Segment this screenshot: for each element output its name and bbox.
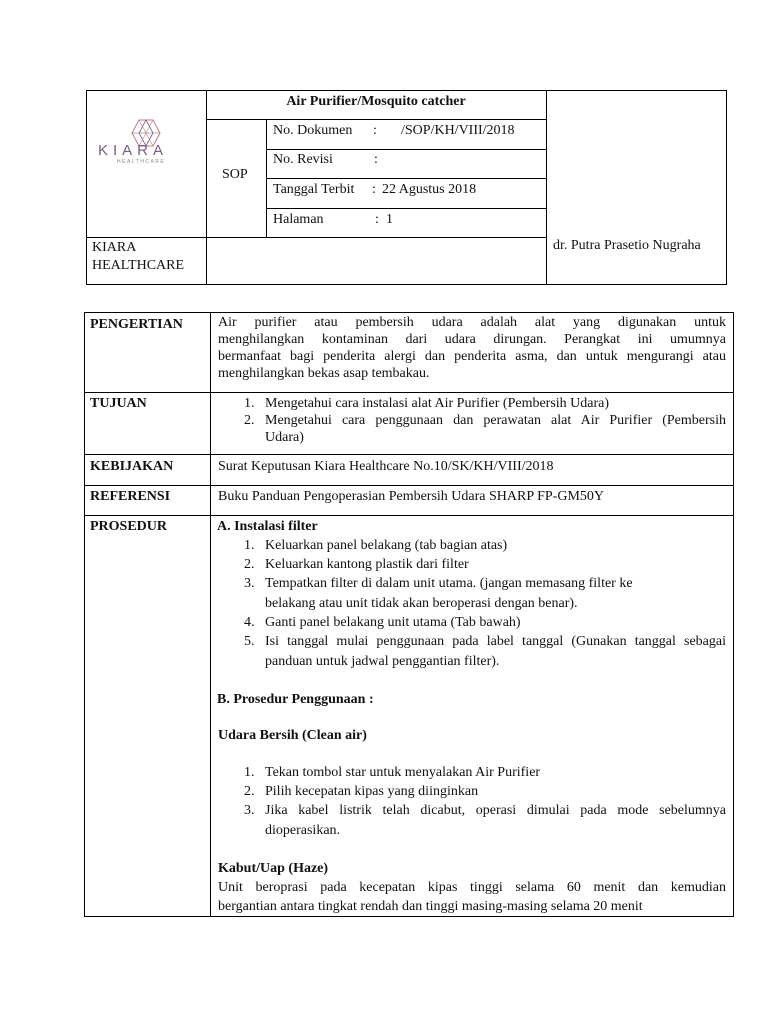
list-item: Keluarkan panel belakang (tab bagian atas) [265, 538, 508, 553]
doc-info-sep: : [375, 212, 379, 227]
list-item: belakang atau unit tidak akan beroperasi dengan benar). [265, 596, 578, 611]
doc-info-sep: : [372, 182, 376, 197]
divider [86, 237, 546, 238]
sop-label: SOP [222, 167, 248, 182]
doc-info-label: Tanggal Terbit [273, 182, 355, 197]
logo-subtext: HEALTHCARE [117, 159, 166, 165]
list-item: Pilih kecepatan kipas yang diinginkan [265, 784, 479, 799]
org-name-line1: KIARA [92, 240, 137, 255]
divider [266, 178, 546, 179]
text-line: Air purifier atau pembersih udara adalah alat yang digunakan untuk [218, 315, 726, 330]
list-item: Ganti panel belakang unit utama (Tab bawah) [265, 615, 521, 630]
list-number: 1. [244, 538, 255, 553]
subsection-title: Kabut/Uap (Haze) [218, 861, 329, 876]
divider [546, 90, 547, 285]
row-label-tujuan: TUJUAN [90, 396, 147, 411]
list-item: Mengetahui cara instalasi alat Air Purifier (Pembersih Udara) [265, 396, 610, 411]
logo-wordmark: KIARA [98, 142, 169, 159]
list-number: 2. [244, 784, 255, 799]
list-item: Tekan tombol star untuk menyalakan Air Purifier [265, 765, 541, 780]
doc-info-value: 22 Agustus 2018 [382, 182, 477, 197]
signatory-name: dr. Putra Prasetio Nugraha [553, 238, 701, 253]
divider [210, 312, 211, 917]
row-label-pengertian: PENGERTIAN [90, 317, 183, 332]
document-title: Air Purifier/Mosquito catcher [286, 94, 466, 109]
list-item: Mengetahui cara penggunaan dan perawatan alat Air Purifier (Pembersih [265, 413, 726, 428]
text-line: menghilangkan kontaminan dari udara dirungan. Perangkat ini umumnya [218, 332, 726, 347]
text-line: Unit beroprasi pada kecepatan kipas tinggi selama 60 menit dan kemudian [218, 880, 726, 895]
doc-info-label: No. Revisi [273, 152, 333, 167]
list-item: Tempatkan filter di dalam unit utama. (jangan memasang filter ke [265, 576, 633, 591]
divider [84, 392, 734, 393]
doc-info-label: Halaman [273, 212, 324, 227]
divider [84, 485, 734, 486]
text-line: bermanfaat bagi penderita alergi dan penderita asma, dan untuk mengurangi atau [218, 349, 726, 364]
list-number: 1. [244, 765, 255, 780]
doc-info-value: /SOP/KH/VIII/2018 [401, 123, 515, 138]
row-label-prosedur: PROSEDUR [90, 519, 168, 534]
list-item: panduan untuk jadwal penggantian filter). [265, 654, 500, 669]
text-line: bergantian antara tingkat rendah dan tinggi masing-masing selama 20 menit [218, 899, 643, 914]
text-line: menghilangkan bekas asap tembakau. [218, 366, 430, 381]
divider [266, 149, 546, 150]
divider [84, 454, 734, 455]
list-item: Jika kabel listrik telah dicabut, operasi dimulai pada mode sebelumnya [265, 803, 726, 818]
section-title: A. Instalasi filter [217, 519, 318, 534]
list-item: Isi tanggal mulai penggunaan pada label tanggal (Gunakan tanggal sebagai [265, 634, 726, 649]
divider [84, 515, 734, 516]
subsection-title: Udara Bersih (Clean air) [218, 728, 367, 743]
list-number: 5. [244, 634, 255, 649]
section-title: B. Prosedur Penggunaan : [217, 692, 374, 707]
list-number: 4. [244, 615, 255, 630]
row-label-kebijakan: KEBIJAKAN [90, 459, 174, 474]
referensi-text: Buku Panduan Pengoperasian Pembersih Udara SHARP FP-GM50Y [218, 489, 605, 504]
doc-info-sep: : [374, 152, 378, 167]
list-number: 3. [244, 803, 255, 818]
divider [266, 208, 546, 209]
kebijakan-text: Surat Keputusan Kiara Healthcare No.10/SK/KH/VIII/2018 [218, 459, 554, 474]
list-item: Keluarkan kantong plastik dari filter [265, 557, 469, 572]
list-number: 2. [244, 413, 255, 428]
doc-info-label: No. Dokumen [273, 123, 353, 138]
doc-info-sep: : [373, 123, 377, 138]
list-number: 2. [244, 557, 255, 572]
list-number: 3. [244, 576, 255, 591]
list-number: 1. [244, 396, 255, 411]
divider [206, 119, 546, 120]
list-item: dioperasikan. [265, 823, 341, 838]
list-item: Udara) [265, 430, 304, 445]
row-label-referensi: REFERENSI [90, 489, 171, 504]
doc-info-value: 1 [386, 212, 393, 227]
org-name-line2: HEALTHCARE [92, 258, 185, 273]
